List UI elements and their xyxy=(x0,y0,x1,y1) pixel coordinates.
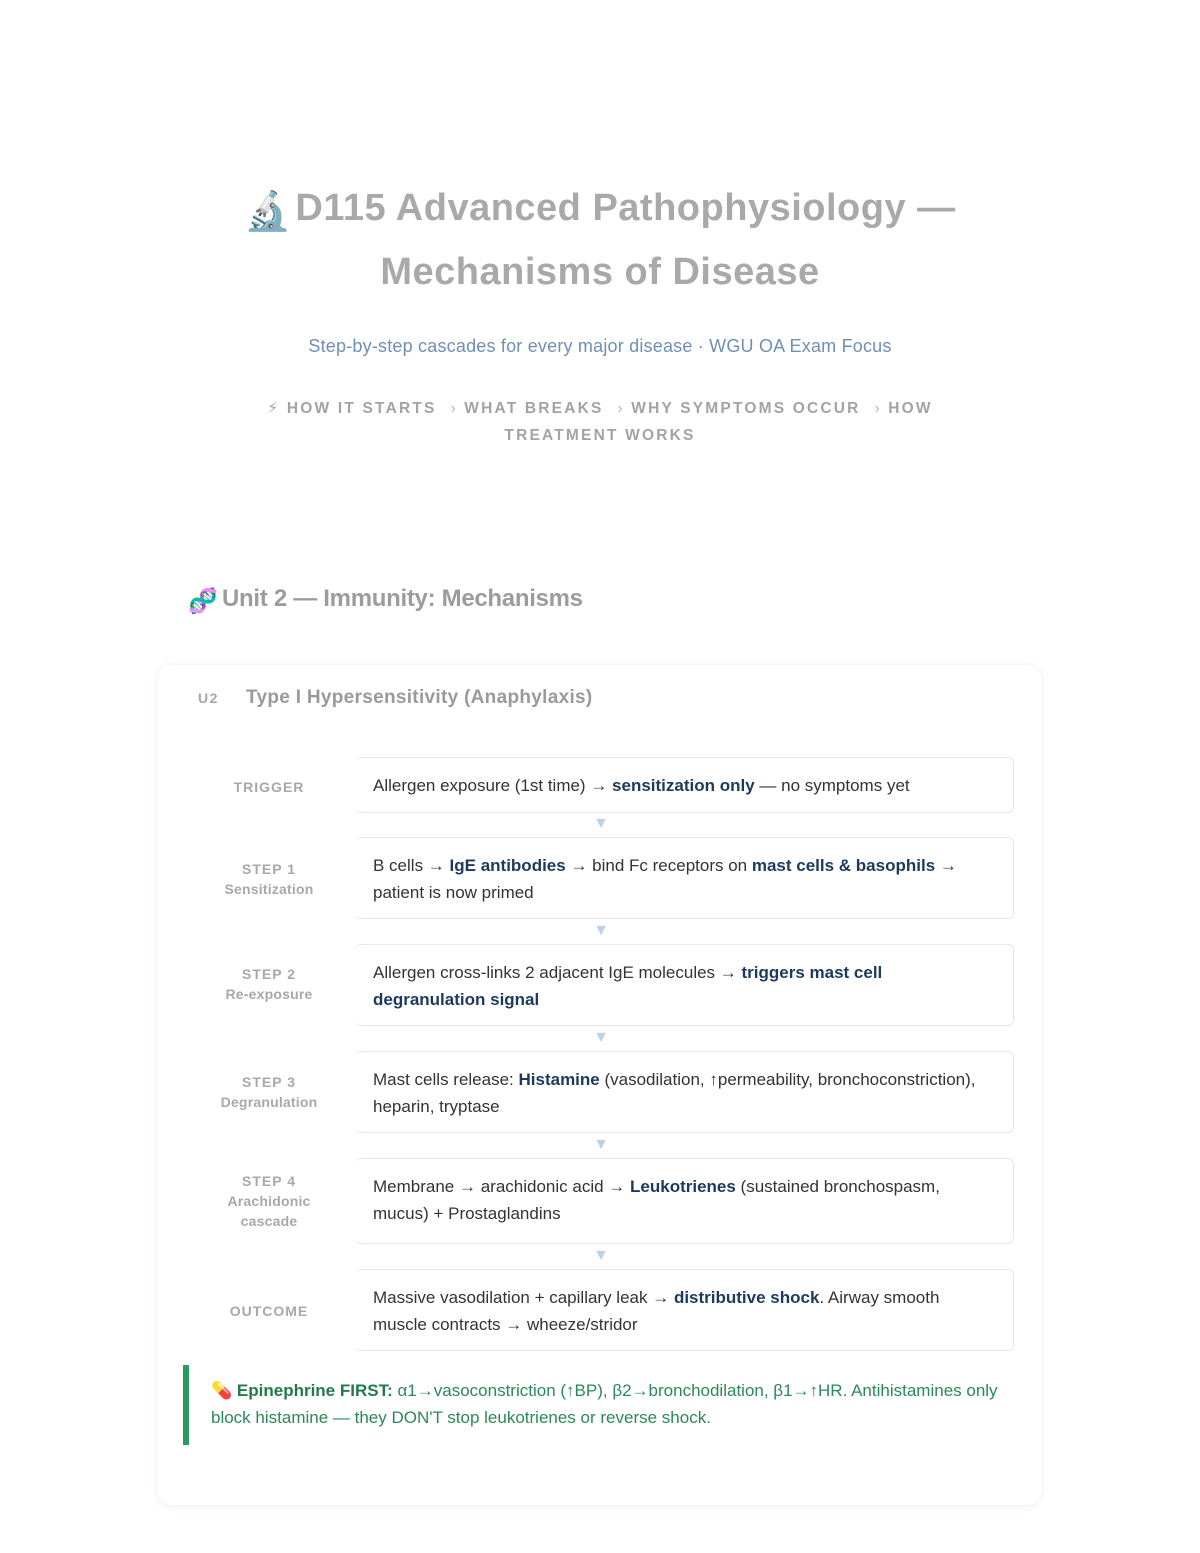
disease-card xyxy=(158,665,1041,1505)
dna-icon: 🧬 xyxy=(188,588,218,615)
step-label xyxy=(198,1301,340,1321)
page-title xyxy=(210,178,990,302)
step-description xyxy=(355,1158,1014,1244)
step-keyterm: distributive shock xyxy=(673,1288,820,1307)
step-label-sub: Arachidonic cascade xyxy=(227,1193,311,1229)
step-text: B cells → xyxy=(373,856,450,875)
step-text: → bind Fc receptors on xyxy=(565,856,752,875)
step-text: — no symptoms yet xyxy=(754,776,910,795)
callout-text: α1→vasoconstriction (↑BP), β2→bronchodilation, β1→↑HR. Antihistamines only block histamine — they DON'T stop leukotrienes or reverse shock. xyxy=(211,1381,998,1427)
pillar-how-it-starts: HOW IT STARTS xyxy=(286,400,437,417)
down-arrow-icon: ▼ xyxy=(593,815,609,832)
step-label-main: STEP 2 xyxy=(242,966,296,982)
pillar-how-treatment-works: HOW TREATMENT WORKS xyxy=(504,400,933,444)
page-header xyxy=(0,178,1200,449)
pillar-separator: › xyxy=(617,400,623,417)
step-label xyxy=(198,859,340,899)
step-text: Massive vasodilation + capillary leak → xyxy=(373,1288,674,1307)
step-text: Allergen cross-links 2 adjacent IgE molecules → xyxy=(373,963,742,982)
down-arrow-icon: ▼ xyxy=(593,922,609,939)
step-label-main: STEP 1 xyxy=(242,861,296,877)
step-label-main: TRIGGER xyxy=(233,779,305,795)
step-label-main: OUTCOME xyxy=(229,1303,309,1319)
step-keyterm: Leukotrienes xyxy=(630,1177,736,1196)
step-text: → patient is now primed xyxy=(373,856,957,902)
step-description xyxy=(355,1269,1014,1351)
step-label-sub: Sensitization xyxy=(224,881,314,897)
microscope-icon: 🔬 xyxy=(244,191,293,233)
card-header xyxy=(198,687,593,709)
pillar-separator: › xyxy=(450,400,456,417)
pill-icon: 💊 xyxy=(211,1381,233,1400)
step-label xyxy=(198,1072,340,1112)
down-arrow-icon: ▼ xyxy=(593,1029,609,1046)
step-description xyxy=(355,1051,1014,1133)
step-text: Allergen exposure (1st time) → xyxy=(373,776,613,795)
step-keyterm: IgE antibodies xyxy=(449,856,566,875)
step-keyterm: sensitization only xyxy=(612,776,755,795)
unit-heading xyxy=(188,585,583,616)
step-label-sub: Degranulation xyxy=(220,1094,318,1110)
down-arrow-icon: ▼ xyxy=(593,1247,609,1264)
step-text: (vasodilation, ↑permeability, bronchoconstriction), heparin, tryptase xyxy=(373,1070,976,1116)
step-keyterm: mast cells & basophils xyxy=(751,856,936,875)
step-label-main: STEP 3 xyxy=(242,1074,296,1090)
card-tag: U2 xyxy=(198,690,219,706)
step-label-main: STEP 4 xyxy=(242,1173,296,1189)
step-label-sub: Re-exposure xyxy=(225,986,313,1002)
treatment-callout xyxy=(183,1365,1003,1445)
lightning-icon: ⚡ xyxy=(267,400,281,417)
down-arrow-icon: ▼ xyxy=(593,1136,609,1153)
pillar-separator: › xyxy=(874,400,880,417)
step-label xyxy=(198,964,340,1004)
card-title: Type I Hypersensitivity (Anaphylaxis) xyxy=(246,687,593,708)
unit-title-text: Unit 2 — Immunity: Mechanisms xyxy=(222,585,583,612)
pillar-why-symptoms-occur: WHY SYMPTOMS OCCUR xyxy=(631,400,861,417)
step-label xyxy=(198,777,340,797)
step-description xyxy=(355,944,1014,1026)
step-label xyxy=(198,1171,340,1231)
page-subtitle: Step-by-step cascades for every major disease · WGU OA Exam Focus xyxy=(308,336,892,356)
step-text: Mast cells release: xyxy=(373,1070,519,1089)
step-description xyxy=(355,837,1014,919)
pillars-line xyxy=(230,395,970,449)
page-title-text: D115 Advanced Pathophysiology — Mechanisms of Disease xyxy=(295,187,956,293)
step-text: (sustained bronchospasm, mucus) + Prostaglandins xyxy=(373,1177,940,1223)
step-keyterm: triggers mast cell degranulation signal xyxy=(373,963,883,1009)
pillar-what-breaks: WHAT BREAKS xyxy=(464,400,604,417)
step-text: Membrane → arachidonic acid → xyxy=(373,1177,631,1196)
step-keyterm: Histamine xyxy=(518,1070,600,1089)
step-description xyxy=(355,757,1014,813)
callout-bold: Epinephrine FIRST: xyxy=(236,1381,393,1400)
step-text: . Airway smooth muscle contracts → wheeze/stridor xyxy=(373,1288,940,1334)
